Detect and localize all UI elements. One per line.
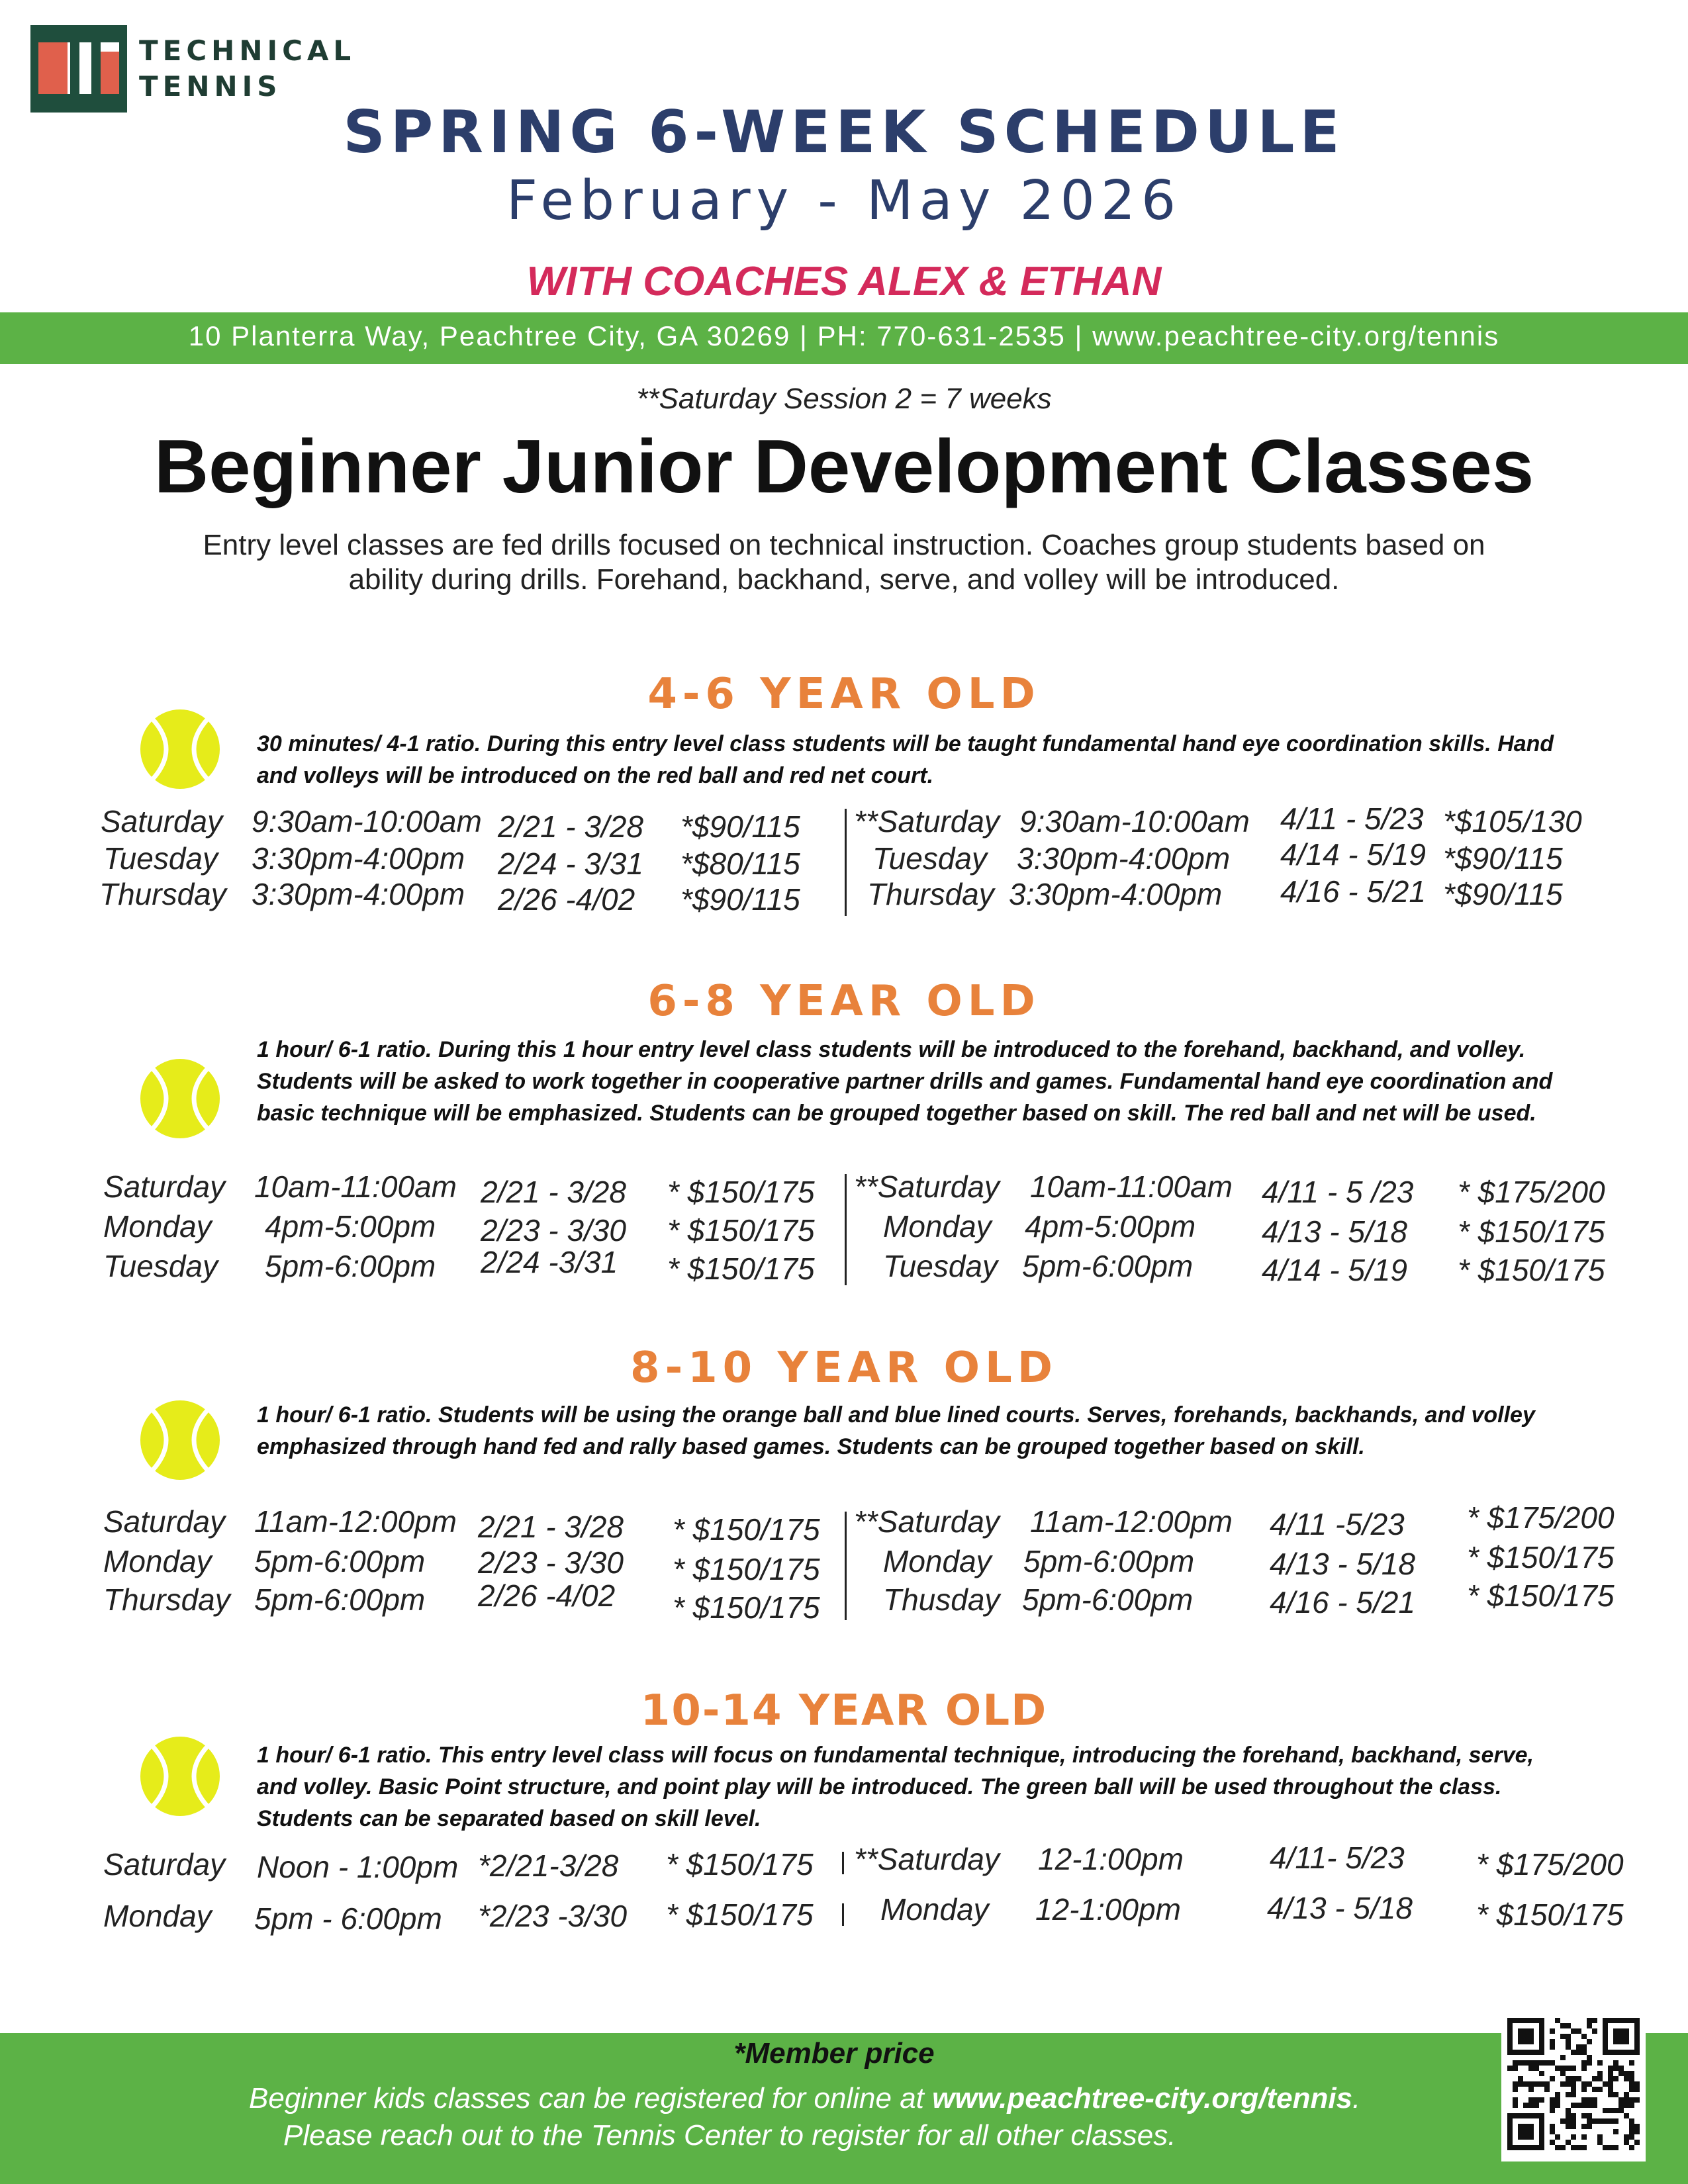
class-dates: 2/21 - 3/28 bbox=[481, 1175, 626, 1209]
intro-paragraph bbox=[66, 528, 1622, 597]
address-text: 10 Planterra Way, Peachtree City, GA 30269 | PH: 770-631-2535 | www.peachtree-city.org/tennis bbox=[188, 320, 1500, 351]
class-dates: *2/23 -3/30 bbox=[478, 1899, 628, 1933]
class-time: Noon - 1:00pm bbox=[257, 1850, 459, 1884]
section-description-6-8: 1 hour/ 6-1 ratio. During this 1 hour entry level class students will be introduced to the forehand, backhand, and volley. Students will be asked to work together in cooperative partner drills and games. Fundamental hand eye coordination and basic technique will be emphasized. Students can be grouped together based on skill. The red ball and net will be used. bbox=[257, 1037, 1553, 1126]
intro-line-1: Entry level classes are fed drills focused on technical instruction. Coaches group students based on bbox=[203, 529, 1485, 561]
class-day: Monday bbox=[103, 1899, 212, 1933]
member-price-note: *Member price bbox=[733, 2037, 935, 2070]
class-time: 5pm-6:00pm bbox=[254, 1544, 426, 1578]
class-day: **Saturday bbox=[854, 804, 1000, 839]
class-price: * $150/175 bbox=[666, 1847, 814, 1882]
class-day: Saturday bbox=[103, 1169, 226, 1204]
class-time: 10am-11:00am bbox=[1030, 1169, 1233, 1204]
main-heading: Beginner Junior Development Classes bbox=[154, 425, 1534, 509]
class-price: *$80/115 bbox=[680, 846, 800, 881]
class-day: Tuesday bbox=[103, 841, 218, 876]
class-day: Saturday bbox=[101, 804, 223, 839]
footer-register-text: Beginner kids classes can be registered for online at bbox=[249, 2082, 933, 2115]
column-divider bbox=[842, 1852, 844, 1874]
class-time: 12-1:00pm bbox=[1038, 1842, 1184, 1876]
class-dates: *2/21-3/28 bbox=[478, 1848, 619, 1883]
class-day: Tuesday bbox=[872, 841, 988, 876]
class-day: Tuesday bbox=[103, 1249, 218, 1283]
page-title: SPRING 6-WEEK SCHEDULE bbox=[343, 98, 1345, 166]
class-price: * $175/200 bbox=[1458, 1175, 1605, 1209]
class-price: *$90/115 bbox=[680, 882, 800, 917]
footer-register-line bbox=[249, 2082, 1360, 2115]
section-description-10-14: 1 hour/ 6-1 ratio. This entry level class will focus on fundamental technique, introducing the forehand, backhand, serve, and volley. Basic Point structure, and point play will be introduced. The green ball will be used throughout the class. Students can be separated based on skill level. bbox=[257, 1743, 1534, 1831]
class-time: 5pm-6:00pm bbox=[1022, 1249, 1194, 1283]
class-dates: 4/11 -5/23 bbox=[1270, 1507, 1405, 1541]
class-dates: 2/26 -4/02 bbox=[498, 882, 635, 917]
class-price: * $150/175 bbox=[667, 1175, 815, 1209]
class-day: Tuesday bbox=[883, 1249, 998, 1283]
column-divider bbox=[845, 1174, 847, 1285]
class-price: * $150/175 bbox=[667, 1251, 815, 1286]
section-heading-10-14: 10-14 YEAR OLD bbox=[640, 1686, 1048, 1735]
class-dates: 2/21 - 3/28 bbox=[498, 809, 643, 844]
class-price: *$90/115 bbox=[1443, 877, 1563, 911]
class-day: Saturday bbox=[103, 1847, 226, 1882]
class-dates: 2/21 - 3/28 bbox=[478, 1510, 624, 1544]
class-price: * $150/175 bbox=[673, 1590, 820, 1625]
class-day: Thursday bbox=[99, 877, 226, 911]
section-heading-8-10: 8-10 YEAR OLD bbox=[630, 1343, 1058, 1392]
class-price: * $150/175 bbox=[1476, 1897, 1624, 1932]
page-subtitle: February - May 2026 bbox=[506, 169, 1182, 232]
class-time: 3:30pm-4:00pm bbox=[1009, 877, 1223, 911]
class-dates: 4/11 - 5/23 bbox=[1280, 801, 1424, 836]
coaches-line: WITH COACHES ALEX & ETHAN bbox=[526, 259, 1162, 304]
tennis-ball-icon bbox=[139, 1058, 221, 1158]
qr-code[interactable] bbox=[1501, 2012, 1646, 2161]
class-day: **Saturday bbox=[854, 1169, 1000, 1204]
class-price: *$90/115 bbox=[1443, 841, 1563, 876]
class-dates: 2/26 -4/02 bbox=[478, 1578, 616, 1613]
class-time: 4pm-5:00pm bbox=[265, 1209, 436, 1244]
class-time: 11am-12:00pm bbox=[254, 1504, 457, 1539]
footer-register-suffix: . bbox=[1352, 2082, 1361, 2115]
class-day: Thursday bbox=[867, 877, 994, 911]
class-price: * $150/175 bbox=[673, 1552, 820, 1586]
class-price: * $150/175 bbox=[667, 1213, 815, 1248]
class-time: 3:30pm-4:00pm bbox=[1017, 841, 1231, 876]
class-price: * $175/200 bbox=[1476, 1847, 1624, 1882]
column-divider bbox=[845, 1512, 847, 1620]
class-day: Monday bbox=[883, 1209, 992, 1244]
class-time: 3:30pm-4:00pm bbox=[252, 877, 465, 911]
class-time: 4pm-5:00pm bbox=[1025, 1209, 1196, 1244]
intro-line-2: ability during drills. Forehand, backhand, serve, and volley will be introduced. bbox=[348, 563, 1340, 596]
class-dates: 4/11- 5/23 bbox=[1270, 1841, 1405, 1875]
class-day: **Saturday bbox=[854, 1842, 1000, 1876]
class-time: 5pm-6:00pm bbox=[265, 1249, 436, 1283]
class-day: Saturday bbox=[103, 1504, 226, 1539]
column-divider bbox=[845, 809, 847, 916]
class-price: * $175/200 bbox=[1467, 1500, 1615, 1535]
saturday-note: **Saturday Session 2 = 7 weeks bbox=[636, 383, 1052, 415]
tennis-ball-icon bbox=[139, 1399, 221, 1500]
class-dates: 2/24 -3/31 bbox=[481, 1245, 618, 1279]
class-dates: 4/13 - 5/18 bbox=[1262, 1214, 1407, 1249]
class-time: 5pm-6:00pm bbox=[1022, 1582, 1194, 1617]
class-dates: 4/14 - 5/19 bbox=[1280, 837, 1426, 872]
column-divider bbox=[842, 1903, 844, 1926]
logo-text-line1: TECHNICAL bbox=[139, 34, 356, 67]
class-dates: 2/24 - 3/31 bbox=[498, 846, 643, 881]
class-time: 10am-11:00am bbox=[254, 1169, 457, 1204]
class-dates: 4/16 - 5/21 bbox=[1280, 874, 1426, 909]
class-price: * $150/175 bbox=[1467, 1578, 1615, 1613]
class-dates: 2/23 - 3/30 bbox=[478, 1545, 624, 1580]
class-day: Thursday bbox=[103, 1582, 230, 1617]
class-time: 5pm-6:00pm bbox=[1023, 1544, 1195, 1578]
class-dates: 4/14 - 5/19 bbox=[1262, 1253, 1407, 1287]
class-day: Monday bbox=[880, 1892, 989, 1927]
class-dates: 4/11 - 5 /23 bbox=[1262, 1175, 1414, 1209]
class-price: * $150/175 bbox=[666, 1897, 814, 1932]
class-dates: 2/23 - 3/30 bbox=[481, 1213, 626, 1248]
footer-website-link[interactable]: www.peachtree-city.org/tennis bbox=[932, 2082, 1353, 2115]
class-price: * $150/175 bbox=[1467, 1540, 1615, 1574]
class-time: 12-1:00pm bbox=[1035, 1892, 1181, 1927]
class-price: * $150/175 bbox=[1458, 1214, 1605, 1249]
class-day: Thusday bbox=[883, 1582, 1000, 1617]
class-time: 3:30pm-4:00pm bbox=[252, 841, 465, 876]
class-time: 5pm-6:00pm bbox=[254, 1582, 426, 1617]
footer-contact-line: Please reach out to the Tennis Center to register for all other classes. bbox=[283, 2119, 1176, 2152]
section-description-4-6: 30 minutes/ 4-1 ratio. During this entry level class students will be taught fundamental hand eye coordination skills. Hand and volleys will be introduced on the red ball and red net court. bbox=[257, 731, 1554, 788]
class-price: * $150/175 bbox=[1458, 1253, 1605, 1287]
section-heading-6-8: 6-8 YEAR OLD bbox=[647, 977, 1041, 1026]
class-time: 5pm - 6:00pm bbox=[254, 1901, 442, 1936]
class-dates: 4/16 - 5/21 bbox=[1270, 1585, 1415, 1619]
section-heading-4-6: 4-6 YEAR OLD bbox=[647, 670, 1041, 719]
class-time: 11am-12:00pm bbox=[1030, 1504, 1233, 1539]
logo-text-line2: TENNIS bbox=[139, 70, 282, 103]
class-day: **Saturday bbox=[854, 1504, 1000, 1539]
class-price: *$105/130 bbox=[1443, 804, 1582, 839]
class-price: *$90/115 bbox=[680, 809, 800, 844]
tennis-ball-icon bbox=[139, 708, 221, 809]
class-dates: 4/13 - 5/18 bbox=[1270, 1547, 1415, 1581]
class-day: Monday bbox=[103, 1209, 212, 1244]
class-dates: 4/13 - 5/18 bbox=[1267, 1891, 1413, 1925]
tennis-ball-icon bbox=[139, 1735, 221, 1836]
class-time: 9:30am-10:00am bbox=[1019, 804, 1250, 839]
class-day: Monday bbox=[883, 1544, 992, 1578]
class-price: * $150/175 bbox=[673, 1512, 820, 1547]
class-time: 9:30am-10:00am bbox=[252, 804, 482, 839]
section-description-8-10: 1 hour/ 6-1 ratio. Students will be using the orange ball and blue lined courts. Serves, forehands, backhands, and volley emphasized through hand fed and rally based games. Students can be grouped together based on skill. bbox=[257, 1402, 1535, 1459]
class-day: Monday bbox=[103, 1544, 212, 1578]
